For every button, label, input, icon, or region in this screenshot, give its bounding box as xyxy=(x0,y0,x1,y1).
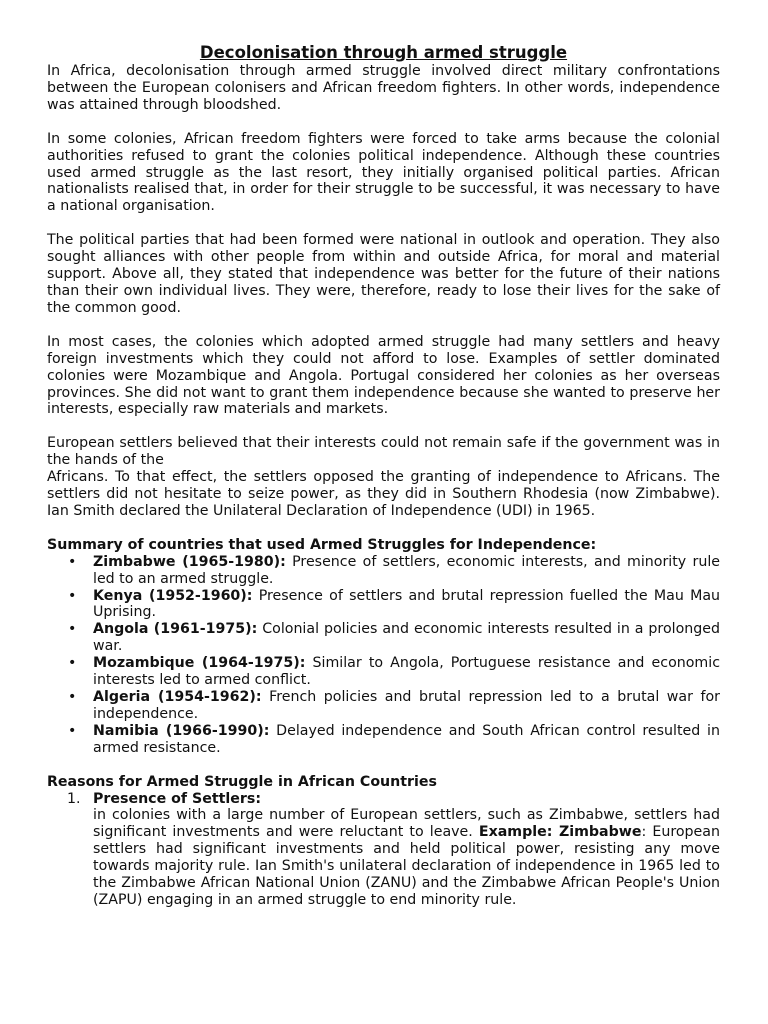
reason-example-label: Example: Zimbabwe xyxy=(478,824,642,841)
bullet-icon: • xyxy=(68,553,77,570)
reason-example-text: : European settlers had significant investments and held political power, resisting any move towards majority rule. Ian Smith's unilateral declaration of independence in 1965 led to the Zimbabwe African National Union (ZANU) and the Zimbabwe African People's Union (ZAPU) engaging in an armed struggle to end minority rule. xyxy=(93,824,720,908)
reason-text: in colonies with a large number of European settlers, such as Zimbabwe, settlers had significant investments and were reluctant to leave. xyxy=(93,807,720,841)
summary-text: Delayed independence and South African control resulted in armed resistance. xyxy=(93,722,720,756)
bullet-icon: • xyxy=(68,621,77,638)
summary-item-namibia xyxy=(68,722,720,757)
reasons-list xyxy=(47,791,720,909)
summary-heading: Summary of countries that used Armed Struggles for Independence: xyxy=(47,536,597,553)
summary-text: Colonial policies and economic interests resulted in a prolonged war. xyxy=(93,621,720,655)
paragraph-settlers-line1: European settlers believed that their interests could not remain safe if the government was in the hands of the xyxy=(47,435,720,469)
paragraph-intro: In Africa, decolonisation through armed struggle involved direct military confrontations between the European colonisers and African freedom fighters. In other words, independence was attained through bloodshed. xyxy=(47,63,720,113)
summary-item-zimbabwe xyxy=(68,553,720,588)
paragraph-settlers-rest: Africans. To that effect, the settlers opposed the granting of independence to Africans. The settlers did not hesitate to seize power, as they did in Southern Rhodesia (now Zimbabwe). Ian Smith declared the Unilateral Declaration of Independence (UDI) in 1965. xyxy=(47,469,720,519)
summary-country: Namibia (1966-1990): xyxy=(93,722,270,739)
summary-item-mozambique xyxy=(68,655,720,689)
bullet-icon: • xyxy=(68,587,77,604)
summary-list xyxy=(47,554,720,757)
reason-number: 1. xyxy=(67,790,81,807)
bullet-icon: • xyxy=(68,689,77,705)
summary-country: Algeria (1954-1962): xyxy=(93,689,262,705)
summary-item-algeria xyxy=(68,689,720,723)
summary-country: Zimbabwe (1965-1980): xyxy=(93,553,286,570)
document-title: Decolonisation through armed struggle xyxy=(199,43,568,62)
summary-country: Mozambique (1964-1975): xyxy=(93,655,306,672)
reasons-heading: Reasons for Armed Struggle in African Countries xyxy=(47,773,437,790)
summary-country: Kenya (1952-1960): xyxy=(93,587,253,604)
paragraph-settler-colonies: In most cases, the colonies which adopted armed struggle had many settlers and heavy foreign investments which they could not afford to lose. Examples of settler dominated colonies were Mozambique and Angola. Portugal considered her colonies as her overseas provinces. She did not want to grant them independence because she wanted to preserve her interests, especially raw materials and markets. xyxy=(47,333,720,418)
summary-text: Presence of settlers, economic interests, and minority rule led to an armed struggle. xyxy=(93,553,720,587)
paragraph-freedom-fighters: In some colonies, African freedom fighters were forced to take arms because the colonial authorities refused to grant the colonies political independence. Although these countries used armed struggle as the last resort, they initially organised political parties. African nationalists realised that, in order for their struggle to be successful, it was necessary to have a national organisation. xyxy=(47,130,720,215)
summary-text: Presence of settlers and brutal repression fuelled the Mau Mau Uprising. xyxy=(93,587,721,621)
bullet-icon: • xyxy=(68,722,77,739)
summary-item-kenya xyxy=(68,587,721,622)
reason-title: Presence of Settlers: xyxy=(93,790,262,807)
summary-item-angola xyxy=(68,621,720,655)
paragraph-political-parties: The political parties that had been formed were national in outlook and operation. They also sought alliances with other people from within and outside Africa, for moral and material support. Above all, they stated that independence was better for the future of their nations than their own individual lives. They were, therefore, ready to lose their lives for the sake of the common good. xyxy=(47,232,720,316)
summary-country: Angola (1961-1975): xyxy=(93,621,258,638)
summary-text: French policies and brutal repression led to a brutal war for independence. xyxy=(93,689,720,722)
summary-text: Similar to Angola, Portuguese resistance and economic interests led to armed conflict. xyxy=(93,655,720,689)
reason-item-settlers xyxy=(67,790,720,909)
bullet-icon: • xyxy=(68,655,77,672)
